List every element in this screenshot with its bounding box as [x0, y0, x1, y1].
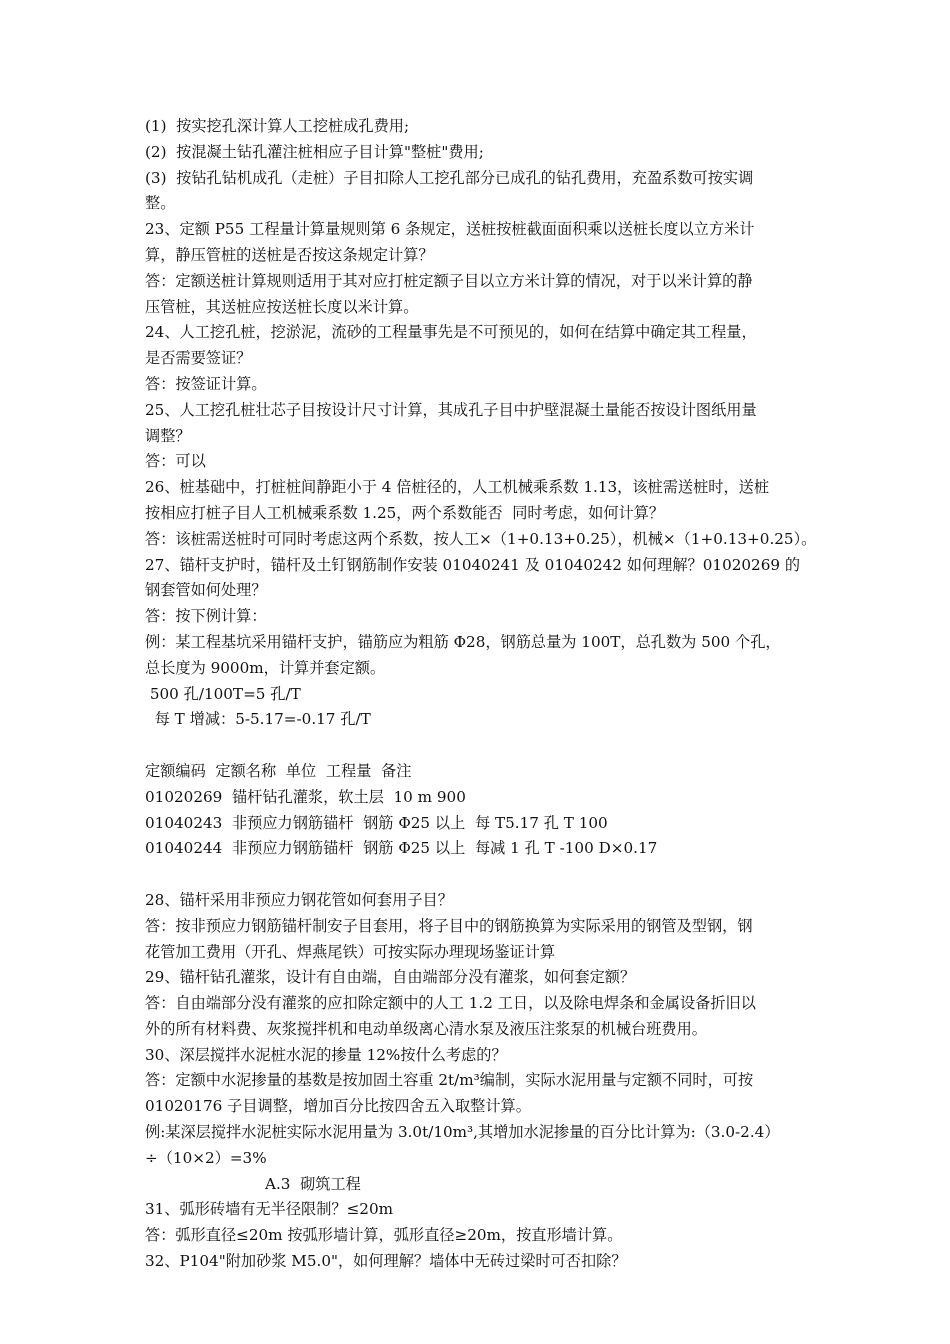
question-29: 29、锚杆钻孔灌浆，设计有自由端，自由端部分没有灌浆，如何套定额？ [145, 968, 636, 987]
question-26: 26、桩基础中，打桩桩间静距小于 4 倍桩径的，人工机械乘系数 1.13，该桩需送桩时，送桩 [145, 478, 770, 497]
example-line: 例：某工程基坑采用锚杆支护，锚筋应为粗筋 Φ28，钢筋总量为 100T，总孔数为 500 个孔， [145, 632, 781, 651]
answer-26: 答：该桩需送桩时可同时考虑这两个系数，按人工×（1+0.13+0.25），机械×（1+0.13+0.25）。 [145, 529, 817, 548]
text-line: 钢套管如何处理？ [145, 581, 267, 600]
blank-line [145, 862, 815, 888]
table-row: 01040243 非预应力钢筋锚杆 钢筋 Φ25 以上 每 T5.17 孔 T 100 [145, 813, 608, 832]
question-28: 28、锚杆采用非预应力钢花管如何套用子目？ [145, 890, 453, 909]
table-row: 01040244 非预应力钢筋锚杆 钢筋 Φ25 以上 每减 1 孔 T -100 D×0.17 [145, 839, 658, 858]
question-25: 25、人工挖孔桩壮芯子目按设计尺寸计算，其成孔子目中护壁混凝土量能否按设计图纸用量 [145, 400, 757, 419]
calc-line: 500 孔/100T=5 孔/T [145, 684, 301, 703]
section-heading: A.3 砌筑工程 [265, 1174, 361, 1193]
question-24: 24、人工挖孔桩，挖淤泥，流砂的工程量事先是不可预见的，如何在结算中确定其工程量， [145, 323, 757, 342]
question-23: 23、定额 P55 工程量计算量规则第 6 条规定，送桩按桩截面面积乘以送桩长度以立方米计 [145, 220, 755, 239]
answer-29: 答：自由端部分没有灌浆的应扣除定额中的人工 1.2 工日，以及除电焊条和金属设备折旧以 [145, 994, 756, 1013]
text-line: 算，静压管桩的送桩是否按这条规定计算？ [145, 245, 434, 264]
text-line: 是否需要签证？ [145, 349, 252, 368]
text-line: 整。 [145, 194, 176, 213]
text-line: 按相应打桩子目人工机械乘系数 1.25，两个系数能否 同时考虑，如何计算？ [145, 503, 665, 522]
table-row: 01020269 锚杆钻孔灌浆，软土层 10 m 900 [145, 787, 466, 806]
document-body [145, 114, 815, 1275]
text-line: (1) 按实挖孔深计算人工挖桩成孔费用; [145, 117, 410, 135]
text-line: (2) 按混凝土钻孔灌注桩相应子目计算"整桩"费用; [145, 142, 484, 161]
text-line: 01020176 子目调整，增加百分比按四舍五入取整计算。 [145, 1097, 531, 1116]
question-32: 32、P104"附加砂浆 M5.0"，如何理解？墙体中无砖过梁时可否扣除？ [145, 1252, 627, 1271]
text-line: 花管加工费用（开孔、焊燕尾铁）可按实际办理现场鉴证计算 [145, 942, 556, 961]
answer-27: 答：按下例计算： [145, 607, 267, 626]
question-30: 30、深层搅拌水泥桩水泥的掺量 12%按什么考虑的？ [145, 1045, 507, 1064]
text-line: 外的所有材料费、灰浆搅拌机和电动单级离心清水泵及液压注浆泵的机械台班费用。 [145, 1019, 707, 1038]
answer-24: 答：按签证计算。 [145, 374, 267, 393]
text-line: 调整？ [145, 426, 191, 445]
table-header: 定额编码 定额名称 单位 工程量 备注 [145, 761, 412, 780]
example-line: 例:某深层搅拌水泥桩实际水泥用量为 3.0t/10m³,其增加水泥掺量的百分比计算为:（3.0-2.4） [145, 1123, 780, 1142]
question-31: 31、弧形砖墙有无半径限制？≤20m [145, 1200, 394, 1219]
blank-line [145, 733, 815, 759]
answer-31: 答：弧形直径≤20m 按弧形墙计算，弧形直径≥20m，按直形墙计算。 [145, 1226, 623, 1245]
answer-23: 答：定额送桩计算规则适用于其对应打桩定额子目以立方米计算的情况，对于以米计算的静 [145, 271, 753, 290]
text-line: 压管桩，其送桩应按送桩长度以米计算。 [145, 297, 419, 316]
text-line: ÷（10×2）=3% [145, 1148, 267, 1167]
text-line: 总长度为 9000m，计算并套定额。 [145, 658, 386, 677]
text-line: (3) 按钻孔钻机成孔（走桩）子目扣除人工挖孔部分已成孔的钻孔费用，充盈系数可按实调 [145, 168, 754, 187]
answer-28: 答：按非预应力钢筋锚杆制安子目套用，将子目中的钢筋换算为实际采用的钢管及型钢，钢 [145, 916, 753, 935]
answer-30: 答：定额中水泥掺量的基数是按加固土容重 2t/m³编制，实际水泥用量与定额不同时，可按 [145, 1071, 754, 1090]
question-27: 27、锚杆支护时，锚杆及土钉钢筋制作安装 01040241 及 01040242 如何理解？01020269 的 [145, 555, 801, 574]
answer-25: 答：可以 [145, 452, 206, 471]
calc-line: 每 T 增减：5-5.17=-0.17 孔/T [145, 710, 371, 729]
